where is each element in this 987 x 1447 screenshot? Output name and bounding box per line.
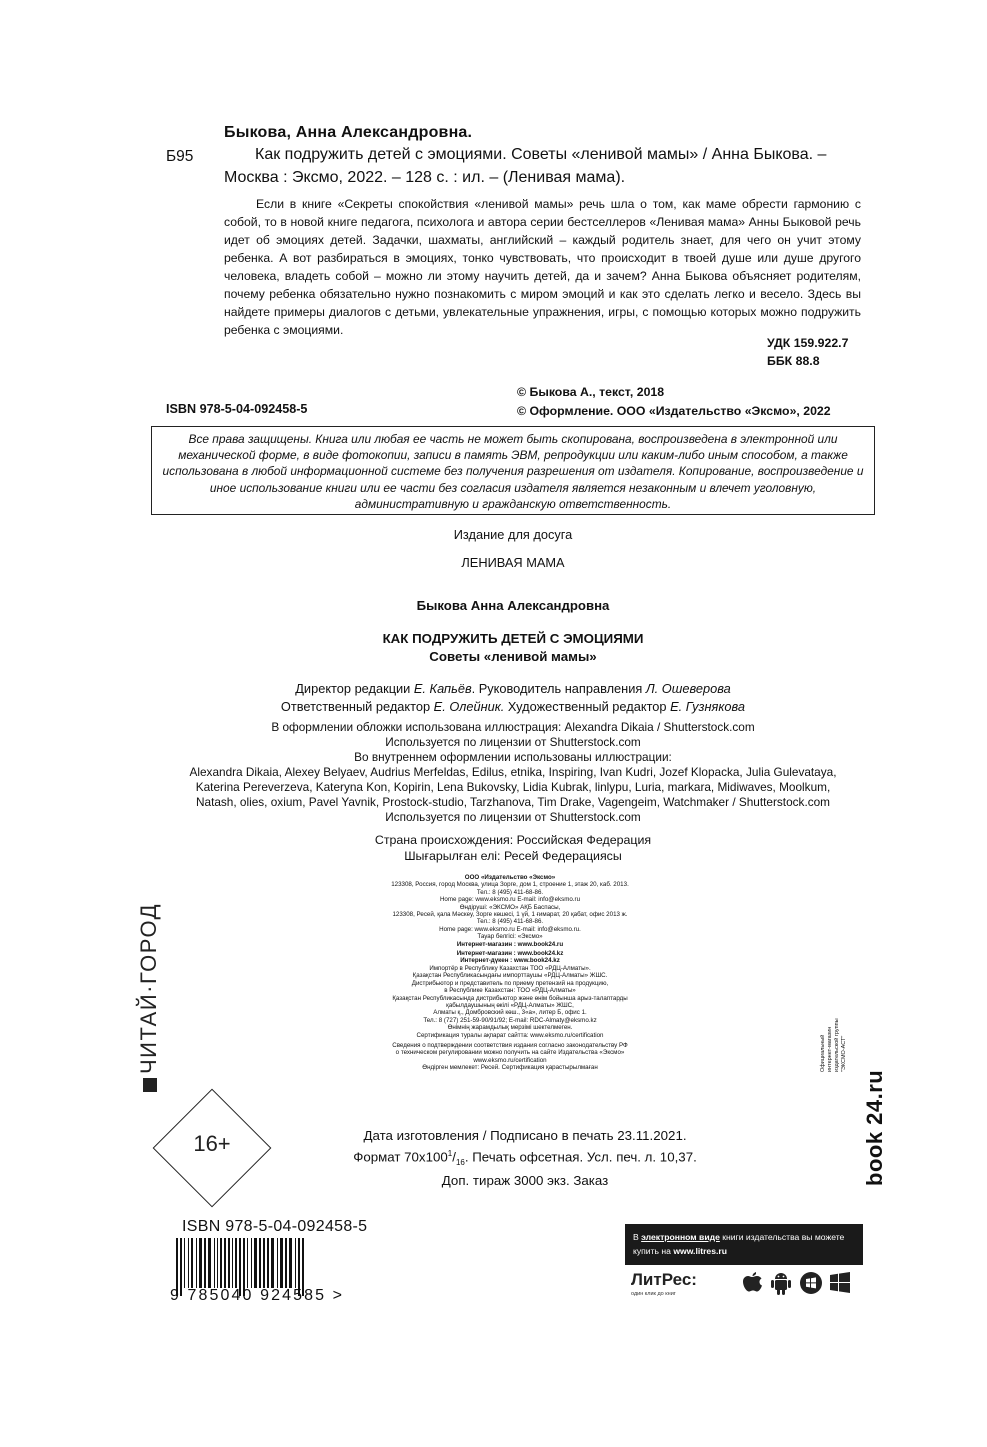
- barcode-bar: [289, 1238, 292, 1288]
- publisher-line: Интернет-дүкен : www.book24.kz: [460, 957, 560, 965]
- publisher-line: Home page: www.eksmo.ru E-mail: info@eksmo.ru: [439, 896, 581, 904]
- barcode-bar: [224, 1238, 226, 1288]
- head-label: . Руководитель направления: [471, 681, 643, 696]
- copyright-block: [517, 383, 831, 421]
- barcode-bar: [204, 1238, 206, 1288]
- barcode-bar: [220, 1238, 222, 1288]
- isbn-top: ISBN 978-5-04-092458-5: [166, 402, 308, 416]
- chitai-gorod-mark-icon: [143, 1078, 157, 1092]
- country-ru: Страна происхождения: Российская Федерация: [374, 833, 652, 847]
- barcode-digits: 9 785040 924585 >: [170, 1287, 345, 1304]
- barcode-bar: [263, 1238, 265, 1288]
- barcode-isbn: ISBN 978-5-04-092458-5: [182, 1218, 368, 1235]
- imprint-title-block: [150, 630, 876, 666]
- barcode-bar: [214, 1238, 215, 1288]
- book24-note-line: "ЭКСМО-АСТ": [841, 1035, 847, 1072]
- publisher-line: Өнімнің жарамдылық мерзімі шектелмеген.: [447, 1024, 573, 1032]
- country-kz: Шығарылған елі: Ресей Федерациясы: [404, 849, 622, 863]
- director-label: Директор редакции: [295, 681, 411, 696]
- barcode-bar: [280, 1238, 283, 1288]
- publisher-line: Дистрибьютор и представитель по приему претензий на продукцию,: [411, 979, 609, 987]
- illus-line: Alexandra Dikaia, Alexey Belyaev, Audrius Merfeldas, Edilus, etnika, Inspiring, Ivan Kudri, Jozef Klopacka, Julia Gulevataya,: [189, 765, 837, 779]
- publisher-line: Тел.: 8 (495) 411-68-86.: [476, 918, 544, 926]
- print-run: Доп. тираж 3000 экз. Заказ: [441, 1173, 609, 1189]
- format-label: Формат 70x100: [353, 1149, 448, 1165]
- bbk-code: ББК 88.8: [767, 354, 820, 368]
- windows-icon: [828, 1270, 852, 1296]
- barcode-bar: [208, 1238, 211, 1288]
- illus-line: Natash, olies, oxium, Pavel Yavnik, Prostock-studio, Tarzhanova, Tim Drake, Vagengeim, Watchmaker / Shutterstock.com: [195, 795, 831, 809]
- chitai-gorod-logo: [136, 903, 162, 1092]
- publisher-line: қабылдаушының өкілі «РДЦ-Алматы» ЖШС,: [446, 1001, 574, 1009]
- imprint-subtitle: Советы «ленивой мамы»: [429, 649, 597, 664]
- imprint-author: Быкова Анна Александровна: [416, 598, 610, 613]
- publisher-line: Тел.: 8 (727) 251-59-90/91/92; E-mail: RDC-Almaty@eksmo.kz: [423, 1016, 597, 1024]
- art-editor-name: Е. Гузнякова: [670, 699, 746, 714]
- illus-line: Используется по лицензии от Shutterstock.com: [385, 735, 641, 749]
- publisher-line: Home page: www.eksmo.ru E-mail: info@eksmo.ru.: [439, 925, 581, 933]
- publisher-line: ООО «Издательство «Эксмо»: [464, 874, 556, 881]
- publisher-line: о техническом регулировании можно получить на сайте Издательства «Эксмо»: [395, 1049, 625, 1057]
- book24-logo: book 24.ru: [862, 1069, 887, 1186]
- editors-line-1: [150, 680, 876, 698]
- resp-editor-label: Ответственный редактор: [280, 699, 431, 714]
- publisher-line: Алматы қ., Домбровский көш., 3«а», литер Б, офис 1.: [433, 1009, 587, 1017]
- publisher-line: 123308, Ресей, қала Мәскеу, Зорге көшесі, 1 үй, 1 ғимарат, 20 қабат, офис 2013 ж.: [392, 911, 628, 919]
- print-info: [300, 1127, 750, 1190]
- barcode-bar: [251, 1238, 252, 1288]
- book-annotation: Если в книге «Секреты спокойствия «ленивой мамы» речь шла о том, как маме обрести гармонию с собой, то в новой книге педагога, психолога и автора серии бестселлеров «Ленивая мама» Анны Быковой речь идет об эмоциях детей. Задачки, шахматы, английский – каждый родитель знает, для чего он учит этому ребенка. А вот разбираться в эмоциях, тонко чувствовать, что происходит в твоей душе или душе другого человека, владеть собой – можно ли этому научить детей, да и зачем? Анна Быкова объясняет родителям, почему ребенка обязательно нужно познакомить с миром эмоций и как это сделать легко и весело. Здесь вы найдете примеры диалогов с детьми, увлекательные упражнения, игры, с помощью которых можно подружить ребенка с эмоциями.: [224, 197, 861, 337]
- litres-banner-line-2: [633, 1244, 855, 1258]
- director-name: Е. Капьёв: [413, 681, 472, 696]
- catalog-title-line-2: Москва : Эксмо, 2022. – 128 с. : ил. – (Ленивая мама).: [224, 169, 626, 186]
- barcode-bar: [271, 1238, 274, 1288]
- android-icon: [769, 1270, 793, 1296]
- litres-banner-line-1: [633, 1230, 855, 1244]
- editors-line-2: [150, 698, 876, 716]
- resp-editor-name: Е. Олейник.: [433, 699, 505, 714]
- chitai-gorod-text: ЧИТАЙ·ГОРОД: [136, 902, 161, 1074]
- publisher-line: Тел.: 8 (495) 411-68-86.: [476, 888, 544, 896]
- rights-notice-text: Все права защищены. Книга или любая ее часть не может быть скопирована, воспроизведена в электронной или механической форме, в виде фотокопии, записи в память ЭВМ, репродукции или каким-либо иным способом, а также использована в любой информационной системе без получения разрешения от издателя. Копирование, воспроизведение и иное использование книги или ее части без согласия издателя является незаконным и влечет уголовную, административную и гражданскую ответственность.: [162, 432, 864, 511]
- format-rest: . Печать офсетная. Усл. печ. л. 10,37.: [464, 1149, 697, 1165]
- imprint-title: КАК ПОДРУЖИТЬ ДЕТЕЙ С ЭМОЦИЯМИ: [382, 631, 644, 646]
- barcode-bar: [285, 1238, 287, 1288]
- publisher-line: Интернет-магазин : www.book24.ru: [456, 940, 564, 948]
- apple-icon: [740, 1270, 764, 1296]
- barcode-bar: [228, 1238, 230, 1288]
- litres-rest: книги издательства вы можете: [719, 1232, 845, 1242]
- litres-site-link[interactable]: www.litres.ru: [673, 1246, 727, 1256]
- litres-tagline: один клик до книг: [631, 1291, 676, 1297]
- editors-block: [150, 680, 876, 716]
- litres-line2-prefix: купить на: [633, 1246, 674, 1256]
- catalog-title-line-1: Как подружить детей с эмоциями. Советы «ленивой мамы» / Анна Быкова. –: [255, 146, 827, 163]
- rights-notice-box: [151, 426, 875, 515]
- barcode-bar: [199, 1238, 202, 1288]
- illus-line: Во внутреннем оформлении использованы иллюстрации:: [354, 750, 672, 764]
- barcode-bar: [295, 1238, 296, 1288]
- litres-highlight: электронном виде: [641, 1232, 720, 1242]
- publisher-line: в Республике Казахстан: ТОО «РДЦ-Алматы»: [444, 987, 576, 995]
- art-editor-label: Художественный редактор: [504, 699, 667, 714]
- platform-icons: [740, 1270, 853, 1296]
- publisher-info: [330, 874, 690, 1072]
- series-name: ЛЕНИВАЯ МАМА: [461, 555, 565, 570]
- litres-prefix: В: [633, 1232, 642, 1242]
- book24-note: [820, 992, 848, 1072]
- age-rating: 16+: [193, 1131, 231, 1156]
- publisher-line: 123308, Россия, город Москва, улица Зорге, дом 1, строение 1, этаж 20, каб. 2013.: [391, 881, 629, 889]
- publisher-line: Қазақстан Республикасында дистрибьютор және өнім бойынша арыз-талаптарды: [392, 994, 628, 1002]
- format-denominator: 16: [455, 1158, 465, 1168]
- copyright-text: © Быкова А., текст, 2018: [517, 385, 665, 399]
- windows-phone-icon: [799, 1270, 823, 1296]
- print-date: Дата изготовления / Подписано в печать 23.11.2021.: [363, 1128, 687, 1143]
- illus-line: Используется по лицензии от Shutterstock.com: [385, 810, 641, 824]
- illus-line: В оформлении обложки использована иллюстрация: Alexandra Dikaia / Shutterstock.com: [271, 720, 755, 734]
- country-of-origin: [150, 832, 876, 864]
- barcode-bar: [232, 1238, 233, 1288]
- classification-codes: [767, 334, 861, 370]
- bbk-author-code: Б95: [166, 148, 194, 165]
- book24-note-line: Официальный: [820, 1034, 826, 1072]
- book24-note-line: издательской группы: [834, 1018, 840, 1072]
- copyright-design: © Оформление. ООО «Издательство «Эксмо», 2022: [517, 404, 831, 418]
- book24-note-line: интернет-магазин: [827, 1026, 833, 1072]
- head-name: Л. Ошеверова: [645, 681, 731, 696]
- publisher-line: Өндірген мемлекет: Ресей. Сертификация қарастырылмаған: [422, 1064, 598, 1072]
- publisher-line: Қазақстан Республикасындағы импорттаушы «РДЦ-Алматы» ЖШС.: [412, 972, 608, 980]
- publisher-line: Сертификация туралы ақпарат сайтта: www.eksmo.ru/certification: [416, 1031, 604, 1039]
- udk-code: УДК 159.922.7: [767, 336, 849, 350]
- print-format: Формат $70x100^1/_{16}$. Печать офсетная. Усл. печ. л. 10,37.: [353, 1149, 697, 1168]
- barcode-bar: [235, 1238, 237, 1288]
- barcode-bar: [259, 1238, 261, 1288]
- publisher-line: www.eksmo.ru/certification: [473, 1056, 547, 1064]
- publisher-line: Сведения о подтверждении соответствия издания согласно законодательству РФ: [392, 1041, 628, 1049]
- barcode-bar: [267, 1238, 269, 1288]
- litres-banner: [625, 1224, 863, 1265]
- barcode-bar: [254, 1238, 257, 1288]
- illus-line: Katerina Pereverzeva, Kateryna Kon, Kopirin, Lena Bukovsky, Lidia Kubrak, linlypu, Luria, markara, Midiwaves, Moolkum,: [195, 780, 831, 794]
- barcode-bar: [277, 1238, 278, 1288]
- litres-logo: ЛитРес:: [631, 1270, 697, 1289]
- publisher-line: Импортёр в Республику Казахстан ТОО «РДЦ-Алматы».: [429, 964, 591, 972]
- barcode-bar: [184, 1238, 185, 1288]
- illustration-credits: [150, 720, 876, 825]
- barcode-bar: [196, 1238, 197, 1288]
- publisher-line: Интернет-магазин : www.book24.kz: [456, 950, 564, 958]
- catalog-author-heading: Быкова, Анна Александровна.: [224, 124, 473, 141]
- publisher-line: Тауар белгісі: «Эксмо»: [477, 933, 543, 941]
- barcode-bar: [247, 1238, 248, 1288]
- format-numerator: 1: [447, 1149, 453, 1158]
- edition-type: Издание для досуга: [453, 527, 573, 542]
- barcode-bar: [217, 1238, 218, 1288]
- barcode-bar: [191, 1238, 193, 1288]
- publisher-line: Өндіруші: «ЭКСМО» АҚБ Баспасы,: [459, 903, 561, 911]
- barcode-bar: [188, 1238, 189, 1288]
